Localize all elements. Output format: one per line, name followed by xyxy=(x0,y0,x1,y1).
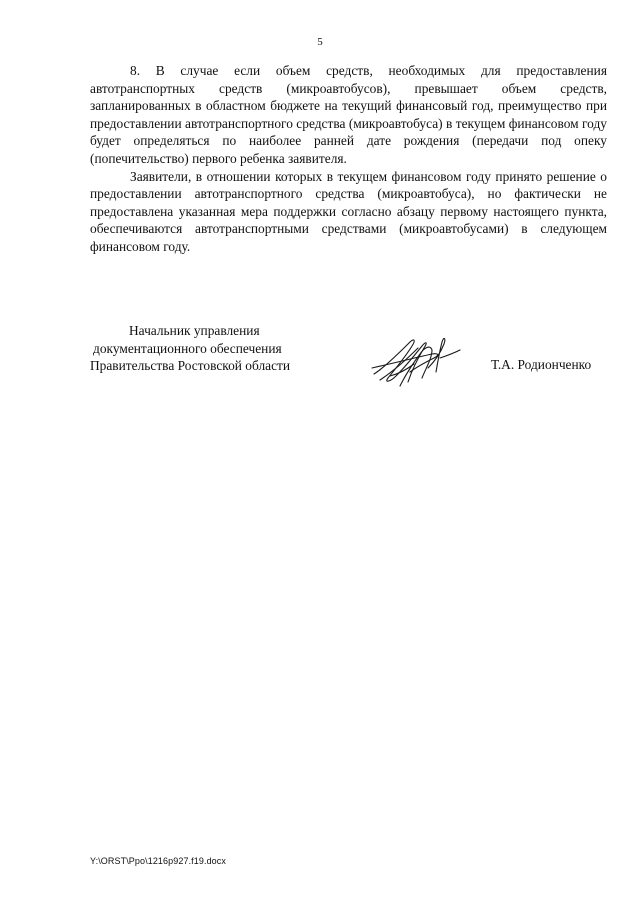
position-line: документационного обеспечения xyxy=(93,340,282,356)
paragraph-item-8: 8. В случае если объем средств, необходимых для предоставления автотранспортных средств (микроавтобусов), превышает объем средств, запланированных в областном бюджете на текущий финансовый год, преимущество при предоставлении автотранспортного средства (микроавтобуса) в текущем финансовом году будет определяться по наиболее ранней дате рождения (передачи под опеку (попечительство) первого ребенка заявителя. xyxy=(90,63,607,166)
handwritten-signature xyxy=(370,328,462,390)
footer-file-path: Y:\ORST\Ppo\1216p927.f19.docx xyxy=(90,856,226,866)
signer-name: Т.А. Родионченко xyxy=(491,357,592,372)
position-line: Правительства Ростовской области xyxy=(90,358,291,374)
document-body xyxy=(90,62,607,256)
position-line: Начальник управления xyxy=(129,323,260,338)
page-number: 5 xyxy=(317,36,323,48)
paragraph-applicants: Заявители, в отношении которых в текущем финансовом году принято решение о предоставлении автотранспортного средства (микроавтобуса), но фактически не предоставлена указанная мера поддержки согласно абзацу первому настоящего пункта, обеспечиваются автотранспортными средствами (микроавтобусами) в следующем финансовом году. xyxy=(90,168,607,254)
signatory-position xyxy=(90,322,290,375)
